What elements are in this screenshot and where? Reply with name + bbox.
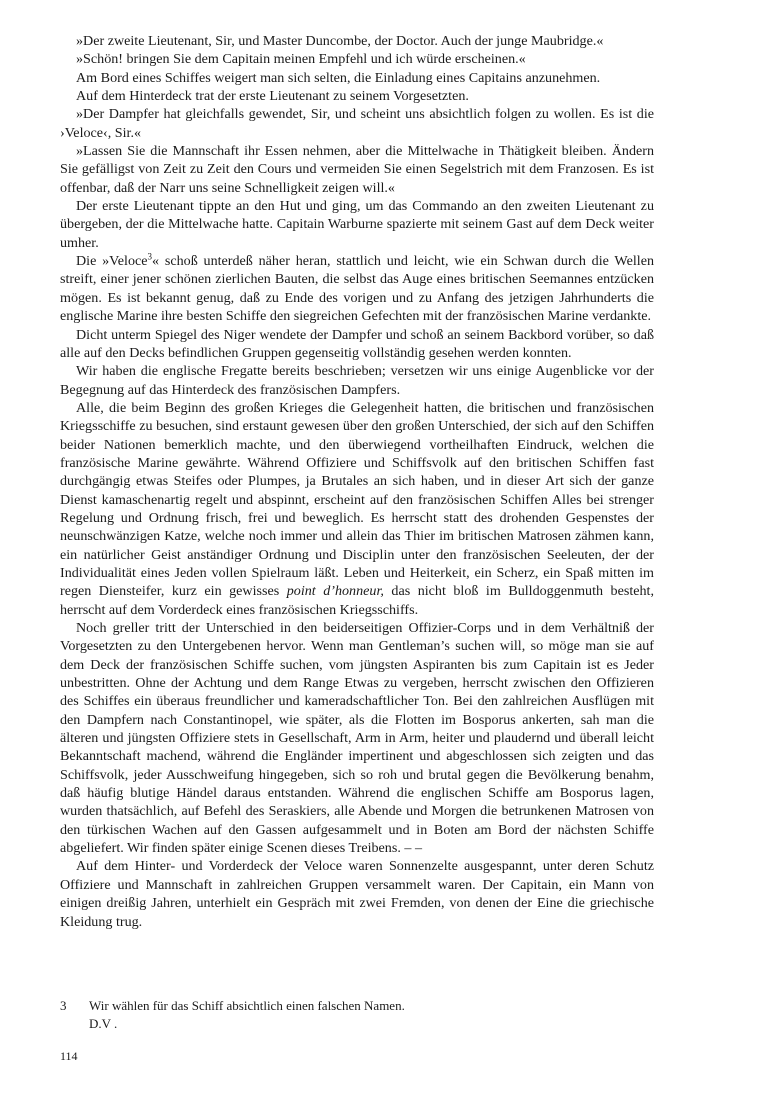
paragraph-11 [60, 399, 654, 619]
paragraph-1: »Der zweite Lieutenant, Sir, und Master Duncombe, der Doctor. Auch der junge Maubridge.« [76, 33, 604, 49]
paragraph-2: »Schön! bringen Sie dem Capitain meinen Empfehl und ich würde erscheinen.« [76, 51, 526, 68]
footnote-number: 3 [60, 998, 67, 1013]
footnote [60, 997, 654, 1033]
paragraph-6: »Lassen Sie die Mannschaft ihr Essen nehmen, aber die Mittelwache in Thätigkeit bleiben. Ändern Sie gefälligst von Zeit zu Zeit den Cours und vermeiden Sie einen Segelstrich mit dem Franzosen. Es ist offenbar, daß der Narr uns seine Schnelligkeit zeigen will.« [60, 143, 654, 196]
paragraph-11-start: Alle, die beim Beginn des großen Krieges die Gelegenheit hatten, die britischen und französischen Kriegsschiffe zu besuchen, sind erstaunt gewesen über den großen Unterschied, der sich auf den Schiffen beider Nationen bemerklich machte, und den überwiegend vortheilhaften Eindruck, welchen die französische Marine gewährte. Während Offiziere und Schiffsvolk auf den britischen Schiffen fast durchgängig etwas Steifes oder Plumpes, ja Brutales an sich haben, und in dieser Art sich der ganze Dienst kamaschenartig regelt und abspinnt, erscheint auf den französischen Schiffen Alles bei strenger Regelung und Ordnung frisch, frei und beweglich. Es herrscht statt des drohenden Gespenstes der neunschwänzigen Katze, welche noch immer und allein das Thier im britischen Matrosen zähmen kann, ein natürlicher Geist anständiger Ordnung und Disciplin unter den französischen Seeleuten, der der Individualität eines Jeden vollen Spielraum läßt. Leben und Heiterkeit, ein Scherz, ein Spaß mitten im regen Diensteifer, kurz ein gewisses [60, 399, 654, 600]
paragraph-8 [60, 252, 654, 325]
paragraph-8-rest: « schoß unterdeß näher heran, stattlich und leicht, wie ein Schwan durch die Wellen streift, einer jener schönen zierlichen Bauten, die selbst das Auge eines britischen Seemannes entzücken mögen. Es ist bekannt genug, daß zu Ende des vorigen und zu Anfang des jetzigen Jahrhunderts die englische Marine ihre besten Schiffe den siegreichen Gefechten mit der französischen Marine verdankte. [60, 253, 654, 325]
paragraph-13: Auf dem Hinter- und Vorderdeck der Veloce waren Sonnenzelte ausgespannt, unter deren Schutz Offiziere und Mannschaft in zahlreichen Gruppen versammelt waren. Der Capitain, ein Mann von einigen dreißig Jahren, unterhielt ein Gespräch mit zwei Fremden, von denen der Eine die griechische Kleidung trug. [60, 858, 654, 930]
page-number: 114 [60, 1049, 78, 1063]
italic-phrase: point d’honneur, [286, 583, 384, 600]
footnote-text: Wir wählen für das Schiff absichtlich einen falschen Namen. [89, 998, 405, 1013]
paragraph-4: Auf dem Hinterdeck trat der erste Lieutenant zu seinem Vorgesetzten. [76, 88, 469, 105]
paragraph-12: Noch greller tritt der Unterschied in den beiderseitigen Offizier-Corps und in dem Verhältniß der Vorgesetzten zu den Untergebenen hervor. Wenn man Gentleman’s suchen will, so möge man sie auf dem Deck der französischen Schiffe suchen, vom jüngsten Aspiranten bis zum Capitain ist es Jeder unbestritten. Ohne der Achtung und dem Range Etwas zu vergeben, herrscht zwischen den Offizieren des Schiffes ein überaus freundlicher und kameradschaftlicher Ton. Bei den zahlreichen Ausflügen mit den Dampfern nach Constantinopel, wie später, als die Flotten im Bosporus ankerten, sah man die älteren und jüngsten Offiziere stets in Gesellschaft, Arm in Arm, heiter und plaudernd und überall leicht Bekanntschaft machend, während die Engländer impertinent und abgeschlossen sich zeigten und das Schiffsvolk, jeder Ausschweifung hingegeben, sich so roh und brutal gegen die Bevölkerung benahm, daß häufig blutige Händel daraus entstanden. Während die englischen Schiffe am Bosporus lagen, wurden thatsächlich, auf Befehl des Seraskiers, alle Abende und Morgen die betrunkenen Matrosen von den türkischen Wachen auf den Gassen aufgesammelt und in Boten am Bord der nächsten Schiffe abgeliefert. Wir finden später einige Scenen dieses Treibens. – – [60, 620, 654, 857]
paragraph-3: Am Bord eines Schiffes weigert man sich selten, die Einladung eines Capitains anzunehmen. [76, 69, 601, 86]
paragraph-9: Dicht unterm Spiegel des Niger wendete der Dampfer und schoß an seinem Backbord vorüber, so daß alle auf den Decks befindlichen Gruppen gegenseitig vollständig gesehen werden konnten. [60, 326, 654, 361]
footnote-reference[interactable]: 3 [147, 251, 153, 262]
paragraph-7: Der erste Lieutenant tippte an den Hut und ging, um das Commando an den zweiten Lieutenant zu übergeben, der die Mittelwache hatte. Capitain Warburne spazierte mit seinem Gast auf dem Deck weiter umher. [60, 198, 654, 251]
paragraph-11-rest: das nicht bloß im Bulldoggenmuth besteht, herrscht auf dem Vorderdeck eines französischen Kriegsschiffs. [60, 583, 655, 618]
footnote-attribution: D.V . [89, 1016, 118, 1031]
paragraph-5: »Der Dampfer hat gleichfalls gewendet, Sir, und scheint uns absichtlich folgen zu wollen. Es ist die ›Veloce‹, Sir.« [60, 106, 654, 141]
paragraph-8-start: Die »Veloce [76, 253, 148, 270]
body-text [60, 32, 654, 931]
paragraph-10: Wir haben die englische Fregatte bereits beschrieben; versetzen wir uns einige Augenblicke vor der Begegnung auf das Hinterdeck des französischen Dampfers. [60, 363, 654, 398]
